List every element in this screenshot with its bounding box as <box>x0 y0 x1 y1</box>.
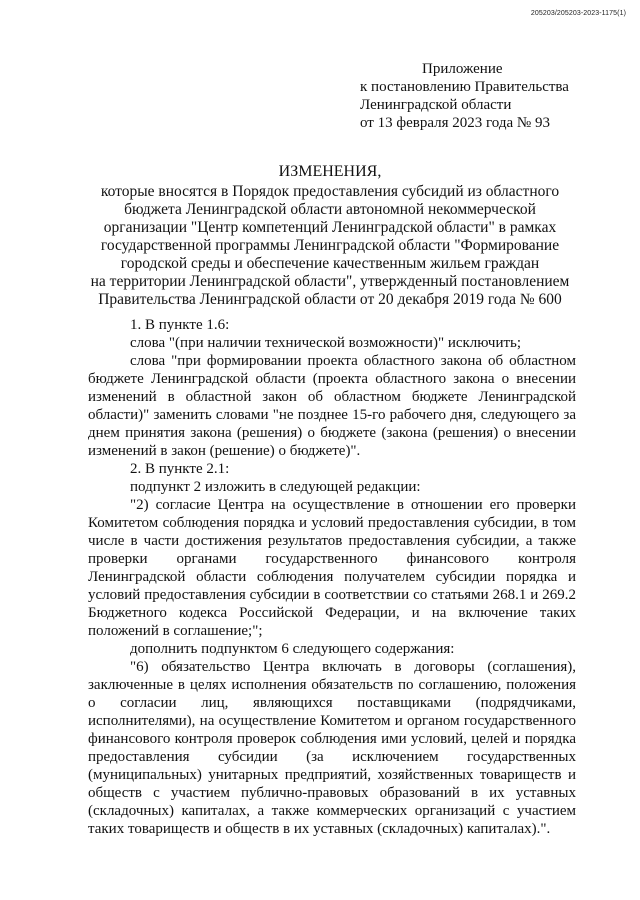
heading-line: которые вносятся в Порядок предоставления субсидий из областного <box>100 183 560 200</box>
paragraph: "2) согласие Центра на осуществление в отношении его проверки Комитетом соблюдения порядка и условий предоставления субсидии, в том числе в части достижения результатов предоставления субсидии, а также проверки органами государственного финансового контроля Ленинградской области соблюдения получателем субсидии порядка и условий предоставления субсидии в соответствии со статьями 268.1 и 269.2 Бюджетного кодекса Российской Федерации, и на включение таких положений в соглашение;"; <box>88 497 576 639</box>
annex-line: к постановлению Правительства <box>360 79 569 95</box>
annex-block <box>360 60 569 132</box>
heading-line: бюджета Ленинградской области автономной некоммерческой <box>124 201 536 218</box>
annex-line: Приложение <box>422 61 503 77</box>
document-body <box>88 316 576 838</box>
heading-title: ИЗМЕНЕНИЯ, <box>278 163 382 180</box>
paragraph: дополнить подпунктом 6 следующего содержания: <box>130 641 455 657</box>
heading-line: государственной программы Ленинградской области "Формирование <box>100 237 560 254</box>
paragraph: подпункт 2 изложить в следующей редакции: <box>130 479 421 495</box>
paragraph: слова "при формировании проекта областного закона об областном бюджете Ленинградской области (проекта областного закона о внесении изменений в областной закон об областном бюджете Ленинградской области)" заменить словами "не позднее 15-го рабочего дня, следующего за днем принятия закона (решения) о бюджете (закона (решения) о внесении изменений в закон (решение) о бюджете)". <box>88 353 576 459</box>
paragraph: слова "(при наличии технической возможности)" исключить; <box>130 335 522 351</box>
annex-line: Ленинградской области <box>360 97 512 113</box>
paragraph-item-1: 1. В пункте 1.6: <box>130 317 230 333</box>
heading-line: городской среды и обеспечение качественным жильем граждан <box>120 255 540 272</box>
heading-line: Правительства Ленинградской области от 20 декабря 2019 года № 600 <box>98 291 562 308</box>
heading-line: на территории Ленинградской области", утвержденный постановлением <box>90 273 570 290</box>
document-id: 205203/205203-2023-1175(1) <box>530 10 626 17</box>
paragraph: "6) обязательство Центра включать в договоры (соглашения), заключенные в целях исполнения обязательств по соглашению, положения о согласии лиц, являющихся поставщиками (подрядчиками, исполнителями), на осуществление Комитетом и органом государственного финансового контроля проверок соблюдения ими условий, целей и порядка предоставления субсидии (за исключением государственных (муниципальных) унитарных предприятий, хозяйственных товариществ и обществ с участием публично-правовых образований в их уставных (складочных) капиталах, а также коммерческих организаций с участием таких товариществ и обществ в их уставных (складочных) капиталах).". <box>88 659 576 837</box>
document-heading <box>60 163 600 309</box>
paragraph-item-2: 2. В пункте 2.1: <box>130 461 230 477</box>
annex-line: от 13 февраля 2023 года № 93 <box>360 115 550 131</box>
heading-line: организации "Центр компетенций Ленинградской области" в рамках <box>103 219 557 236</box>
